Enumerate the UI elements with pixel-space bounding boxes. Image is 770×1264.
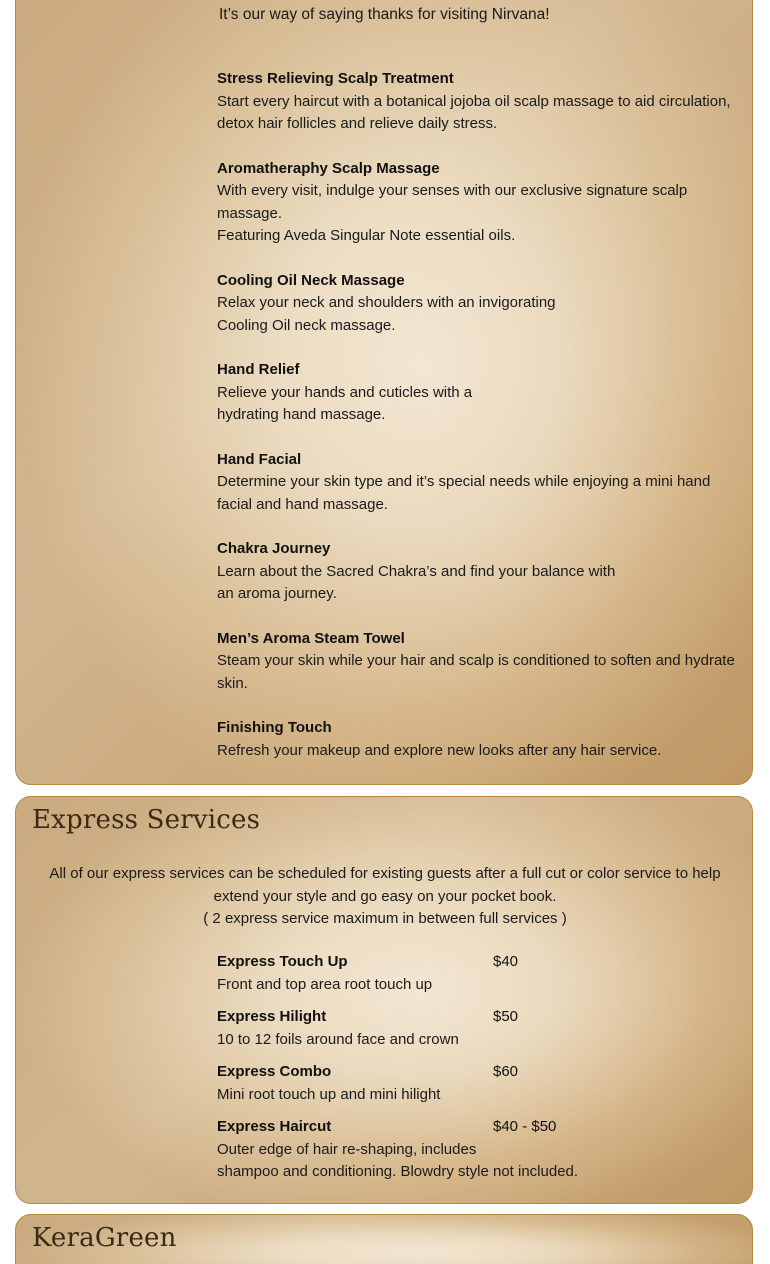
express-service-name: Express Haircut xyxy=(217,1118,332,1135)
benefit-item xyxy=(217,538,737,606)
benefit-description: Refresh your makeup and explore new looks after any hair service. xyxy=(217,741,662,759)
express-services-list xyxy=(217,951,717,1194)
express-service-item xyxy=(217,1061,717,1106)
keragreen-panel xyxy=(15,1214,753,1264)
benefit-item xyxy=(217,717,737,762)
express-service-price: $40 - $50 xyxy=(493,1118,557,1135)
benefit-description: Start every haircut with a botanical jojoba oil scalp massage to aid circulation, xyxy=(217,92,731,110)
benefit-title: Men’s Aroma Steam Towel xyxy=(217,629,405,647)
express-service-price: $50 xyxy=(493,1008,519,1025)
benefit-description: skin. xyxy=(217,674,248,692)
express-intro-line: ( 2 express service maximum in between full services ) xyxy=(203,910,567,927)
benefit-description: an aroma journey. xyxy=(217,585,337,602)
express-service-description: Mini root touch up and mini hilight xyxy=(217,1085,441,1103)
benefit-item xyxy=(217,449,737,517)
benefits-intro: It’s our way of saying thanks for visiting Nirvana! xyxy=(219,6,550,23)
benefit-item xyxy=(217,359,737,427)
benefit-description: detox hair follicles and relieve daily stress. xyxy=(217,115,498,132)
benefit-title: Finishing Touch xyxy=(217,719,332,736)
benefit-title: Aromatheraphy Scalp Massage xyxy=(217,159,440,177)
express-service-item xyxy=(217,951,717,996)
benefit-description: Relieve your hands and cuticles with a xyxy=(217,383,473,401)
benefit-item xyxy=(217,270,737,338)
benefits-list xyxy=(217,68,737,784)
express-service-name: Express Combo xyxy=(217,1063,332,1080)
express-service-description: 10 to 12 foils around face and crown xyxy=(217,1030,459,1048)
express-service-item xyxy=(217,1006,717,1051)
benefit-title: Hand Facial xyxy=(217,450,302,468)
benefit-item xyxy=(217,628,737,696)
keragreen-title: KeraGreen xyxy=(32,1223,177,1253)
benefit-description: Steam your skin while your hair and scalp is conditioned to soften and hydrate xyxy=(217,652,735,669)
express-service-name: Express Touch Up xyxy=(217,953,348,970)
express-service-name: Express Hilight xyxy=(217,1008,327,1025)
express-intro xyxy=(46,863,724,931)
benefit-description: Determine your skin type and it’s special needs while enjoying a mini hand xyxy=(217,473,711,490)
benefit-description: Featuring Aveda Singular Note essential oils. xyxy=(217,227,516,244)
express-service-item xyxy=(217,1116,717,1184)
express-services-title: Express Services xyxy=(32,805,261,835)
express-service-price: $40 xyxy=(493,953,519,970)
benefit-description: With every visit, indulge your senses with our exclusive signature scalp xyxy=(217,182,688,199)
benefit-description: hydrating hand massage. xyxy=(217,406,386,423)
benefit-title: Chakra Journey xyxy=(217,540,331,557)
express-intro-line: extend your style and go easy on your pocket book. xyxy=(213,887,557,905)
express-service-description: Outer edge of hair re-shaping, includes xyxy=(217,1140,477,1158)
benefit-description: Cooling Oil neck massage. xyxy=(217,316,396,334)
benefit-description: massage. xyxy=(217,204,283,222)
benefits-panel xyxy=(15,0,753,785)
benefit-item xyxy=(217,158,737,248)
express-intro-line: All of our express services can be scheduled for existing guests after a full cut or color service to help xyxy=(49,865,721,882)
express-services-panel xyxy=(15,796,753,1204)
express-service-description: shampoo and conditioning. Blowdry style not included. xyxy=(217,1163,579,1180)
benefit-title: Stress Relieving Scalp Treatment xyxy=(217,70,454,87)
benefit-description: facial and hand massage. xyxy=(217,495,388,513)
benefit-description: Relax your neck and shoulders with an invigorating xyxy=(217,294,556,311)
benefit-item xyxy=(217,68,737,136)
express-service-description: Front and top area root touch up xyxy=(217,975,433,993)
benefit-title: Hand Relief xyxy=(217,361,300,378)
express-service-price: $60 xyxy=(493,1063,519,1080)
benefit-description: Learn about the Sacred Chakra’s and find your balance with xyxy=(217,562,616,580)
benefit-title: Cooling Oil Neck Massage xyxy=(217,271,405,289)
